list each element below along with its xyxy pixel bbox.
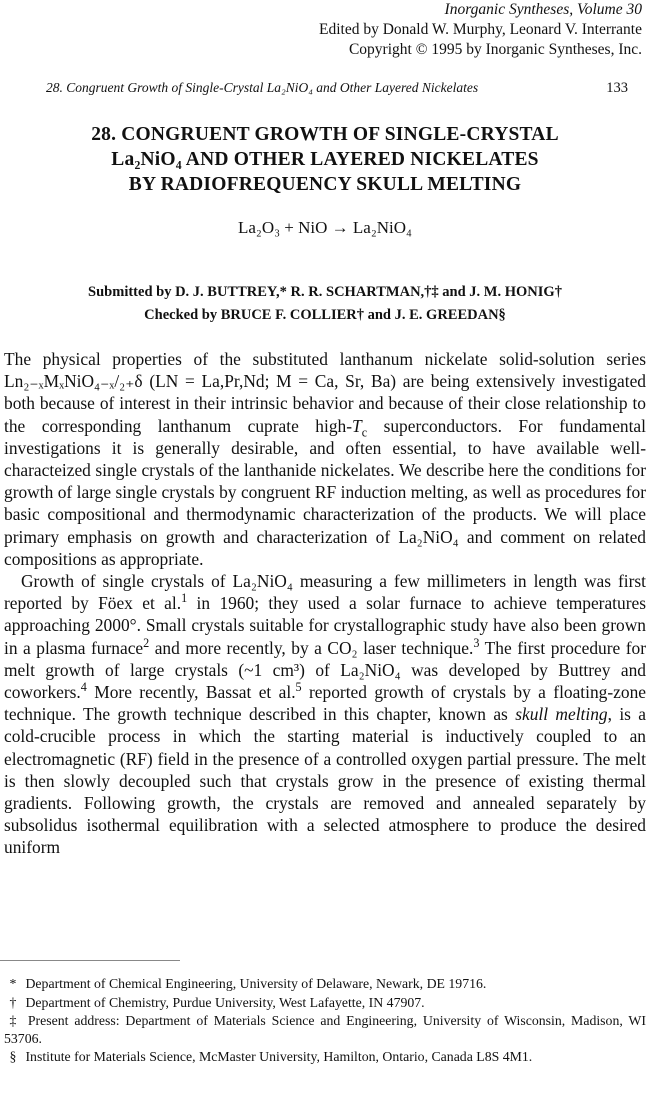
reference-marker: 5 bbox=[295, 680, 302, 695]
reference-marker: 2 bbox=[143, 635, 150, 650]
copyright-line: Copyright © 1995 by Inorganic Syntheses, Inc. bbox=[348, 41, 642, 58]
reference-marker: 3 bbox=[473, 635, 480, 650]
title-line-1: 28. CONGRUENT GROWTH OF SINGLE-CRYSTAL bbox=[91, 124, 559, 145]
text-run: The physical properties of the substituted lanthanum nickelate solid-solution series bbox=[4, 349, 646, 369]
text-run: reported growth of crystals by a floating-zone technique. The growth technique described in this chapter, known as bbox=[4, 682, 646, 725]
text-run: in 1960; they used a solar furnace to achieve temperatures approaching 2000°. Small crystals suitable for crystallographic study have also been grown in a plasma furnace bbox=[4, 593, 646, 658]
footnote-mark: § bbox=[9, 1049, 17, 1064]
footnote-mark: † bbox=[9, 994, 17, 1010]
footnote bbox=[4, 975, 646, 993]
running-head bbox=[46, 80, 628, 96]
footnote-mark: * bbox=[9, 976, 17, 991]
page-number: 133 bbox=[606, 80, 628, 96]
journal-title: Inorganic Syntheses, Volume 30 bbox=[444, 1, 642, 18]
title-line-3: BY RADIOFREQUENCY SKULL MELTING bbox=[128, 174, 522, 195]
footnotes bbox=[4, 975, 646, 1067]
formula: La₂NiO₄ bbox=[398, 526, 459, 547]
text-run: , is a cold-crucible process in which the starting material is inductively coupled to an electromagnetic (RF) field in the presence of a controlled oxygen partial pressure. The melt is then slowly decoupled such that crystals grow in the presence of existing thermal gradients. Following growth, the crystals are removed and annealed separately by subsolidus isothermal equilibration with a selected atmosphere to produce the desired uniform bbox=[4, 704, 647, 858]
reaction-equation: La₂O₃ + NiO → La₂NiO₄ bbox=[238, 218, 412, 237]
text-run: Growth of single crystals of La₂NiO₄ measuring a few millimeters in length was first reported by Föex et al. bbox=[4, 571, 646, 614]
chapter-title bbox=[0, 122, 650, 197]
publication-info bbox=[319, 0, 642, 60]
tc-symbol: T bbox=[352, 415, 362, 436]
footnote-divider bbox=[0, 960, 180, 961]
text-run: The first procedure for melt growth of large crystals (~1 cm³) of La₂NiO₄ was developed by Buttrey and coworkers. bbox=[4, 637, 646, 703]
text-run: and comment on related compositions as appropriate. bbox=[4, 526, 646, 569]
checked-by: Checked by BRUCE F. COLLIER† and J. E. GREEDAN§ bbox=[144, 307, 506, 323]
text-run: superconductors. For fundamental investigations it is generally desirable, and often essential, to have available well-characteized single crystals of the lanthanide nickelates. We describe here the conditions for growth of large single crystals by congruent RF induction melting, as well as procedures for basic compositional and thermodynamic characterization of the products. We will place primary emphasis on growth and characterization of bbox=[4, 415, 646, 547]
footnote-text: Institute for Materials Science, McMaster University, Hamilton, Ontario, Canada L8S 4M1. bbox=[25, 1049, 533, 1064]
footnote-text: Department of Chemical Engineering, University of Delaware, Newark, DE 19716. bbox=[25, 976, 487, 991]
text-run: More recently, Bassat et al. bbox=[86, 682, 296, 703]
text-run: and more recently, by a CO₂ laser technique. bbox=[149, 637, 474, 658]
reference-marker: 1 bbox=[181, 591, 188, 606]
footnote bbox=[4, 994, 646, 1012]
tc-subscript: c bbox=[361, 425, 368, 440]
paragraph-2 bbox=[4, 570, 646, 859]
footnote bbox=[4, 1048, 646, 1066]
title-line-2: La₂NiO₄ AND OTHER LAYERED NICKELATES bbox=[111, 149, 539, 170]
running-head-title: 28. Congruent Growth of Single-Crystal La₂NiO₄ and Other Layered Nickelates bbox=[46, 80, 479, 95]
footnote bbox=[4, 1012, 646, 1047]
editors-line: Edited by Donald W. Murphy, Leonard V. Interrante bbox=[319, 21, 642, 38]
text-run: (LN = La,Pr,Nd; M = Ca, Sr, Ba) are being extensively investigated both because of interest in their intrinsic behavior and because of their close relationship to the corresponding lanthanum cuprate high- bbox=[4, 371, 646, 436]
submitted-by: Submitted by D. J. BUTTREY,* R. R. SCHARTMAN,†‡ and J. M. HONIG† bbox=[88, 284, 562, 300]
formula: Ln₂₋ₓMₓNiO₄₋ₓ/₂₊δ bbox=[4, 371, 143, 392]
footnote-mark: ‡ bbox=[9, 1013, 17, 1028]
reference-marker: 4 bbox=[80, 680, 87, 695]
main-text bbox=[4, 348, 646, 859]
footnote-text: Department of Chemistry, Purdue University, West Lafayette, IN 47907. bbox=[25, 994, 425, 1010]
paragraph-1 bbox=[4, 348, 646, 570]
emphasis-term: skull melting bbox=[515, 704, 608, 725]
footnote-text: Present address: Department of Materials Science and Engineering, University of Wisconsin, Madison, WI 53706. bbox=[4, 1013, 647, 1046]
